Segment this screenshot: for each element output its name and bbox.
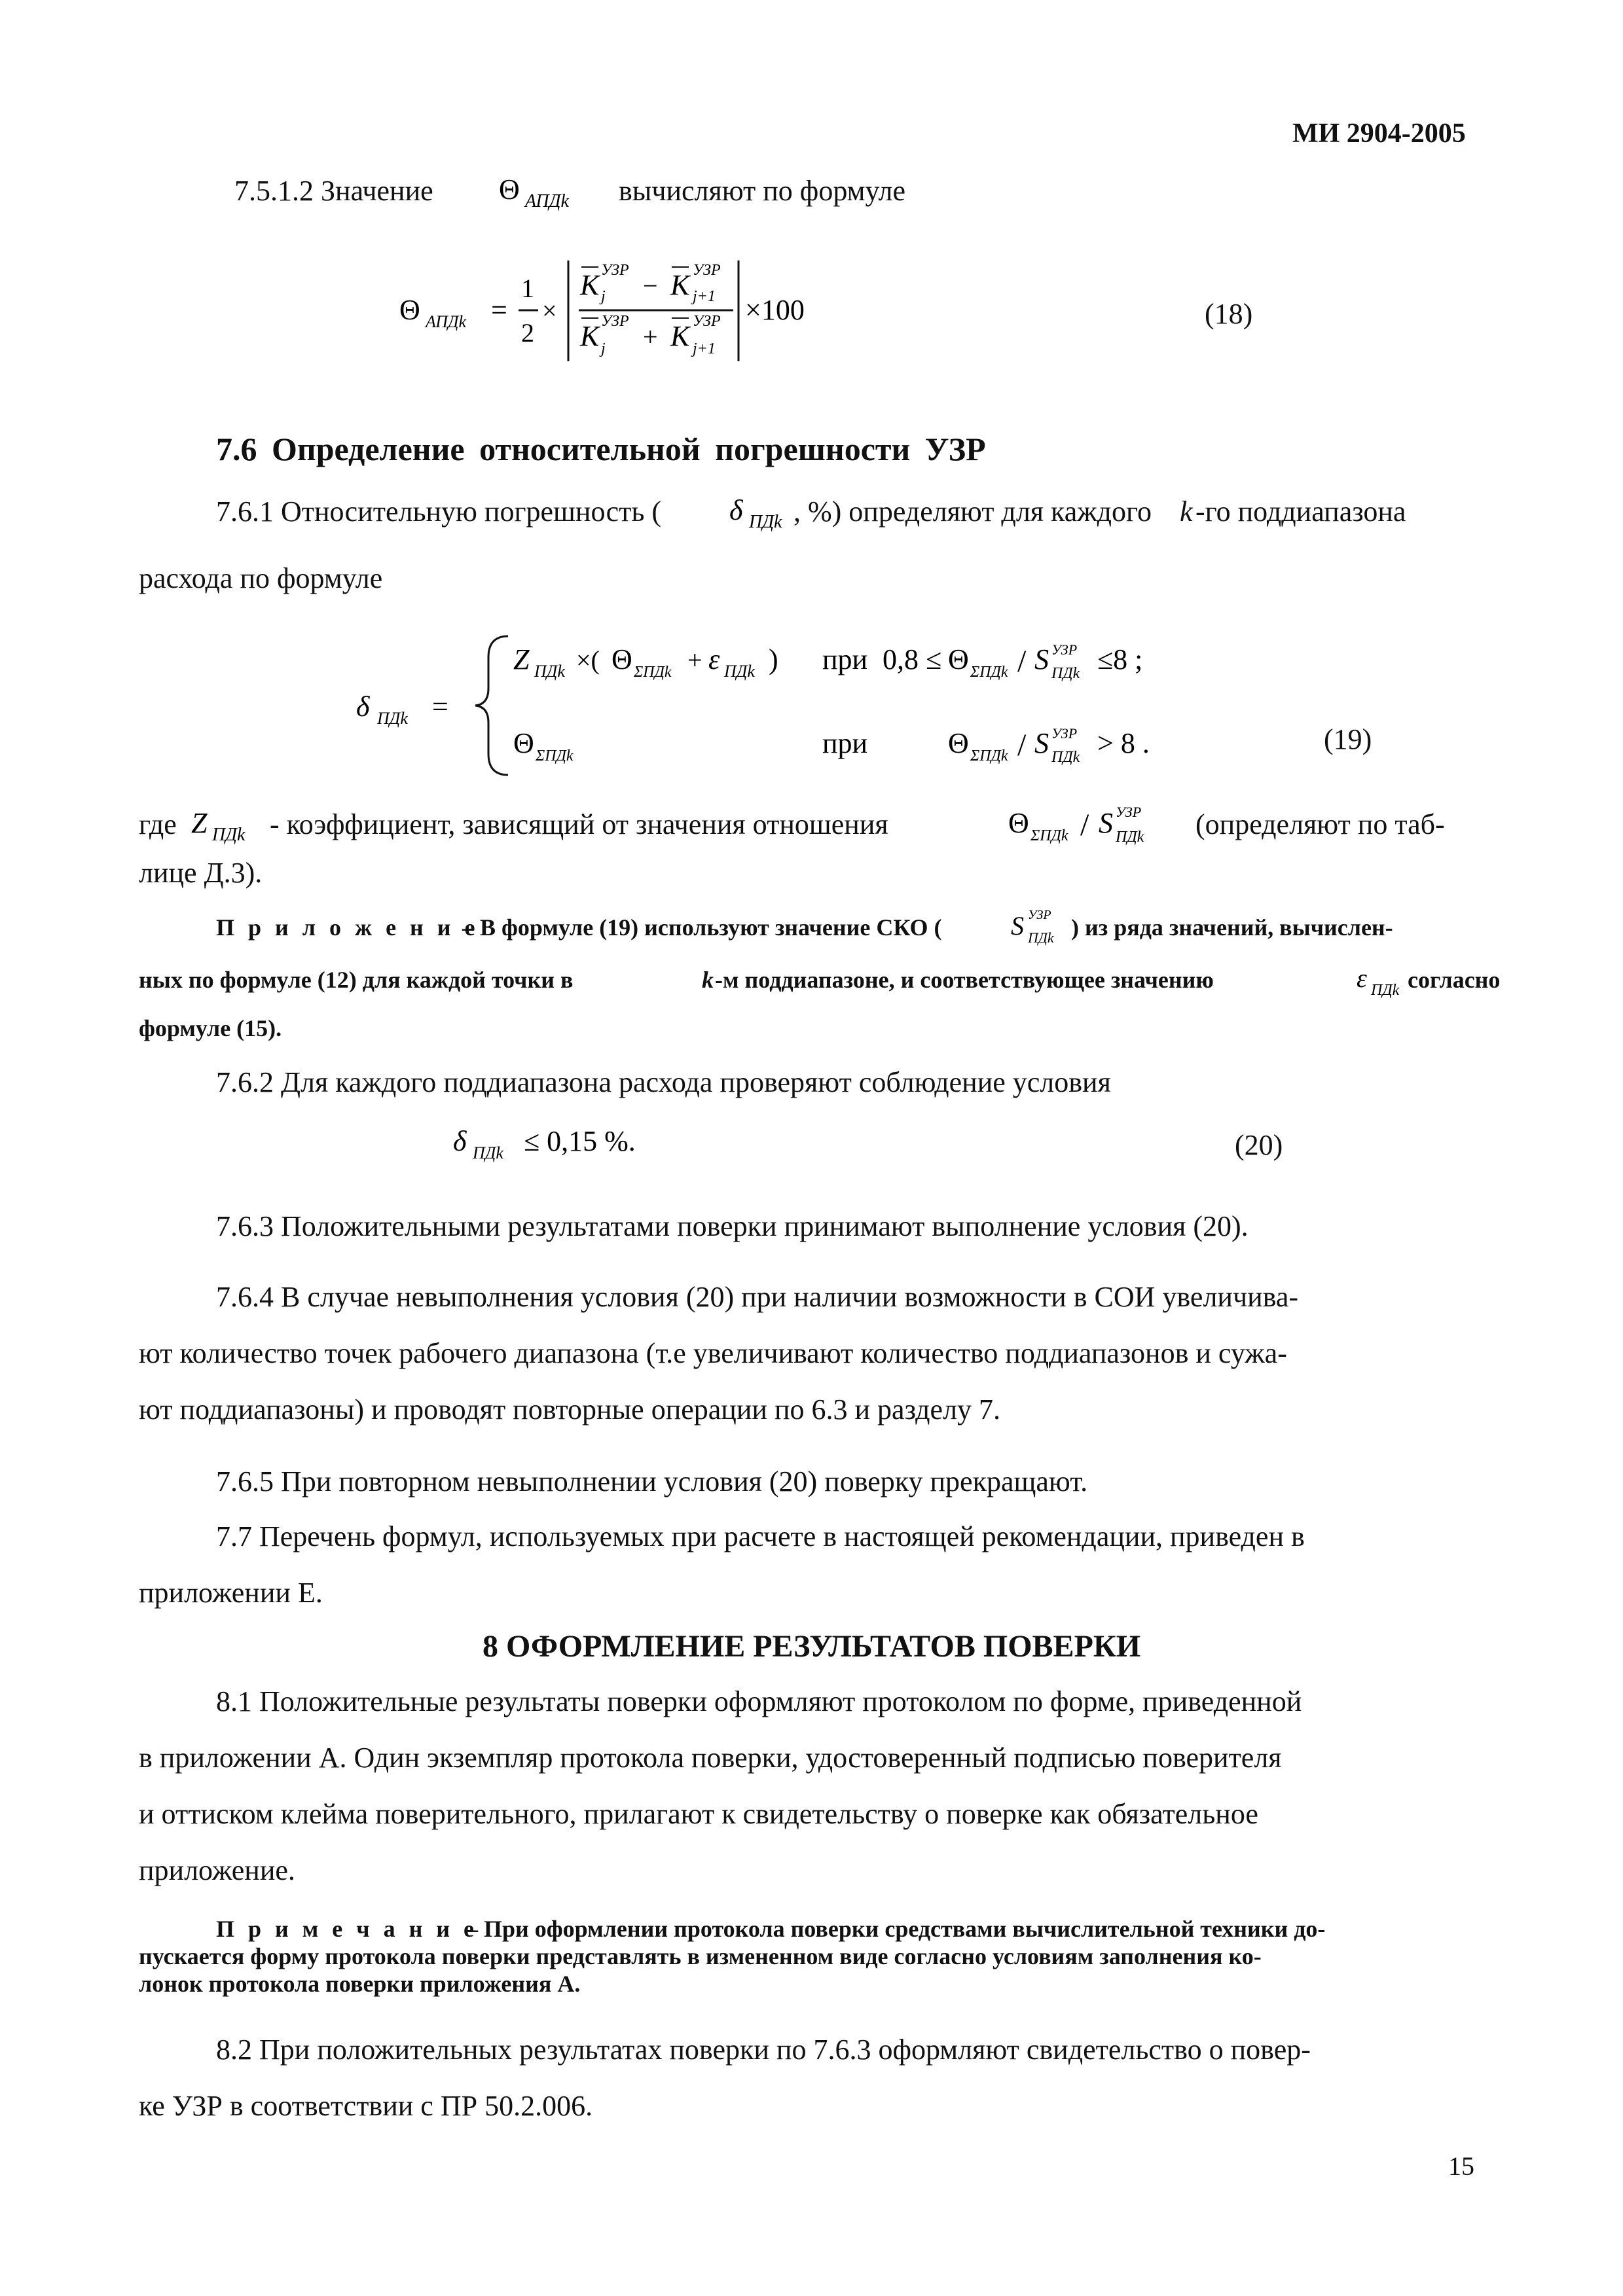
note-label: П р и м е ч а н и е xyxy=(216,1916,479,1942)
symbol-text: ПДk xyxy=(1116,829,1144,846)
symbol-text: ε xyxy=(1357,963,1367,993)
symbol-text: j xyxy=(601,288,606,305)
z-pdk-symbol xyxy=(190,802,268,855)
symbol-text: ПДk xyxy=(1028,929,1054,946)
note-label: П р и л о ж е н и е xyxy=(216,914,479,941)
symbol-text: 0,8 ≤ xyxy=(883,643,942,675)
note-text: лонок протокола поверки приложения А. xyxy=(139,1971,581,1997)
symbol-text: ΣПДk xyxy=(536,747,574,764)
paragraph-8-1-line: в приложении А. Один экземпляр протокола поверки, удостоверенный подписью поверителя xyxy=(139,1742,1282,1774)
symbol-text: K xyxy=(580,320,600,352)
formula-19 xyxy=(354,628,1224,779)
symbol-text: − xyxy=(643,271,658,300)
symbol-text: K xyxy=(670,269,690,301)
symbol-text: ≤ 0,15 %. xyxy=(524,1125,636,1157)
paragraph-7-6-4-line: ют поддиапазоны) и проводят повторные операции по 6.3 и разделу 7. xyxy=(139,1393,1001,1426)
note-text: пускается форму протокола поверки представлять в измененном виде согласно условиям заполнения ко- xyxy=(139,1943,1262,1969)
symbol-text: ΣПДk xyxy=(634,664,672,681)
paragraph-text: , %) определяют для каждого xyxy=(793,495,1152,528)
symbol-text: S xyxy=(1034,643,1049,675)
paragraph-7-6-4-line: 7.6.4 В случае невыполнения условия (20) при наличии возможности в СОИ увеличива- xyxy=(216,1281,1299,1313)
paragraph-8-2-line: ке УЗР в соответствии с ПР 50.2.006. xyxy=(139,2090,593,2122)
symbol-text: = xyxy=(432,691,448,723)
symbol-text: δ xyxy=(453,1125,467,1157)
symbol-text: δ xyxy=(356,691,370,723)
paragraph-text: расхода по формуле xyxy=(139,562,383,594)
symbol-text: ПДk xyxy=(212,825,246,845)
equation-number-20: (20) xyxy=(1235,1129,1283,1161)
symbol-text: ΣПДk xyxy=(970,664,1008,681)
svg-text:×(: ×( xyxy=(576,645,600,675)
equation-number-19: (19) xyxy=(1324,723,1372,755)
symbol-text: 1 xyxy=(521,274,534,303)
paragraph-7-7-line: 7.7 Перечень формул, используемых при расчете в настоящей рекомендации, приведен в xyxy=(216,1520,1305,1552)
symbol-text: Z xyxy=(191,807,208,839)
paragraph-text: вычисляют по формуле xyxy=(619,175,906,207)
paragraph-text: 7.6.1 Относительную погрешность ( xyxy=(216,495,662,528)
doc-code-header: МИ 2904-2005 xyxy=(1292,118,1466,149)
symbol-text: 2 xyxy=(521,318,534,348)
symbol-text: УЗР xyxy=(693,262,721,279)
symbol-text: УЗР xyxy=(1116,804,1142,820)
symbol-text: АПДk xyxy=(525,191,569,211)
symbol-text: j+1 xyxy=(693,288,716,305)
symbol-text: УЗР xyxy=(1051,725,1078,742)
note-text: – При оформлении протокола поверки средствами вычислительной техники до- xyxy=(466,1916,1326,1942)
paragraph-7-6-2: 7.6.2 Для каждого поддиапазона расхода проверяют соблюдение условия xyxy=(216,1066,1111,1098)
symbol-text: Θ xyxy=(399,294,420,326)
delta-pdk-symbol xyxy=(728,490,800,542)
symbol-text: Θ xyxy=(611,643,632,675)
note-text: ) из ряда значений, вычислен- xyxy=(1071,914,1393,941)
paragraph-text: -го поддиапазона xyxy=(1195,495,1406,528)
svg-text:): ) xyxy=(769,643,778,675)
page-number: 15 xyxy=(1448,2151,1474,2181)
symbol-text: ПДk xyxy=(1371,982,1400,999)
svg-text:/: / xyxy=(1017,728,1027,762)
symbol-text: K xyxy=(670,320,690,352)
symbol-text: ПДk xyxy=(749,512,782,532)
symbol-text: ε xyxy=(708,643,720,675)
paragraph-7-7-line: приложении Е. xyxy=(139,1577,323,1609)
paragraph-text: - коэффициент, зависящий от значения отношения xyxy=(270,808,888,840)
symbol-text: j+1 xyxy=(693,340,716,357)
symbol-text: УЗР xyxy=(601,262,629,279)
symbol-text: > 8 . xyxy=(1097,727,1150,759)
symbol-text: Θ xyxy=(948,643,969,675)
theta-over-s-symbol xyxy=(1007,795,1197,853)
symbol-text: Θ xyxy=(948,727,969,759)
paragraph-8-1-line: приложение. xyxy=(139,1854,295,1886)
paragraph-text: (определяют по таб- xyxy=(1195,808,1445,840)
note-text: -м поддиапазоне, и соответствующее значению xyxy=(715,967,1214,993)
paragraph-text: где xyxy=(139,808,177,840)
symbol-text: ПДk xyxy=(724,662,755,681)
note-text: ных по формуле (12) для каждой точки в xyxy=(139,967,574,993)
symbol-text: УЗР xyxy=(1051,641,1078,658)
section-heading-7-6: 7.6 Определение относительной погрешности УЗР xyxy=(216,431,986,467)
paragraph-7-6-4-line: ют количество точек рабочего диапазона (т.е увеличивают количество поддиапазонов и сужа- xyxy=(139,1337,1287,1369)
symbol-text: ПДk xyxy=(1051,665,1080,682)
theta-apdk-symbol xyxy=(498,169,615,221)
note-text: – В формуле (19) используют значение СКО ( xyxy=(462,914,942,941)
symbol-text: ПДk xyxy=(1051,749,1080,766)
symbol-text: × xyxy=(542,296,557,325)
symbol-text: Θ xyxy=(1008,807,1029,839)
note-text: согласно xyxy=(1408,967,1501,993)
symbol-text: Z xyxy=(513,643,530,675)
symbol-text: = xyxy=(491,294,507,326)
symbol-text: ΣПДk xyxy=(1030,827,1068,844)
symbol-text: S xyxy=(1099,807,1113,839)
eps-pdk-symbol xyxy=(1355,962,1414,1001)
section-heading-8: 8 ОФОРМЛЕНИЕ РЕЗУЛЬТАТОВ ПОВЕРКИ xyxy=(482,1629,1141,1664)
svg-text:+: + xyxy=(687,645,702,675)
symbol-text: ПДk xyxy=(473,1143,503,1162)
symbol-text: при xyxy=(822,727,868,759)
symbol-text: K xyxy=(580,269,600,301)
paragraph-text: 7.5.1.2 Значение xyxy=(234,175,433,207)
paragraph-8-2-line: 8.2 При положительных результатах поверки по 7.6.3 оформляют свидетельство о повер- xyxy=(216,2034,1311,2066)
symbol-text: j xyxy=(601,340,606,357)
symbol-text: + xyxy=(643,322,658,351)
paragraph-7-6-3: 7.6.3 Положительными результатами поверки принимают выполнение условия (20). xyxy=(216,1210,1249,1242)
paragraph-text: k xyxy=(1180,495,1193,528)
symbol-text: S xyxy=(1034,727,1049,759)
formula-20 xyxy=(452,1121,687,1173)
symbol-text: ×100 xyxy=(745,294,805,326)
symbol-text: УЗР xyxy=(693,313,721,330)
symbol-text: УЗР xyxy=(601,313,629,330)
paragraph-7-6-5: 7.6.5 При повторном невыполнении условия (20) поверку прекращают. xyxy=(216,1465,1088,1498)
formula-18 xyxy=(393,249,890,380)
symbol-text: S xyxy=(1011,911,1024,941)
symbol-text: ПДk xyxy=(534,662,565,681)
symbol-text: ПДk xyxy=(377,709,408,728)
paragraph-8-1-line: 8.1 Положительные результаты поверки оформляют протоколом по форме, приведенной xyxy=(216,1685,1302,1717)
symbol-text: Θ xyxy=(499,173,520,206)
equation-number-18: (18) xyxy=(1205,298,1253,330)
symbol-text: ΣПДk xyxy=(970,747,1008,764)
note-text: формуле (15). xyxy=(139,1015,282,1041)
symbol-text: ≤8 ; xyxy=(1097,643,1143,675)
svg-text:/: / xyxy=(1017,644,1027,679)
paragraph-text: лице Д.3). xyxy=(139,857,263,889)
note-text: k xyxy=(702,967,714,993)
svg-text:/: / xyxy=(1080,808,1089,842)
symbol-text: δ xyxy=(729,494,743,526)
paragraph-8-1-line: и оттиском клейма поверительного, прилагают к свидетельству о поверке как обязательное xyxy=(139,1798,1258,1830)
symbol-text: Θ xyxy=(513,727,534,759)
symbol-text: при xyxy=(822,643,868,675)
symbol-text: УЗР xyxy=(1028,908,1051,922)
symbol-text: АПДk xyxy=(426,312,467,331)
